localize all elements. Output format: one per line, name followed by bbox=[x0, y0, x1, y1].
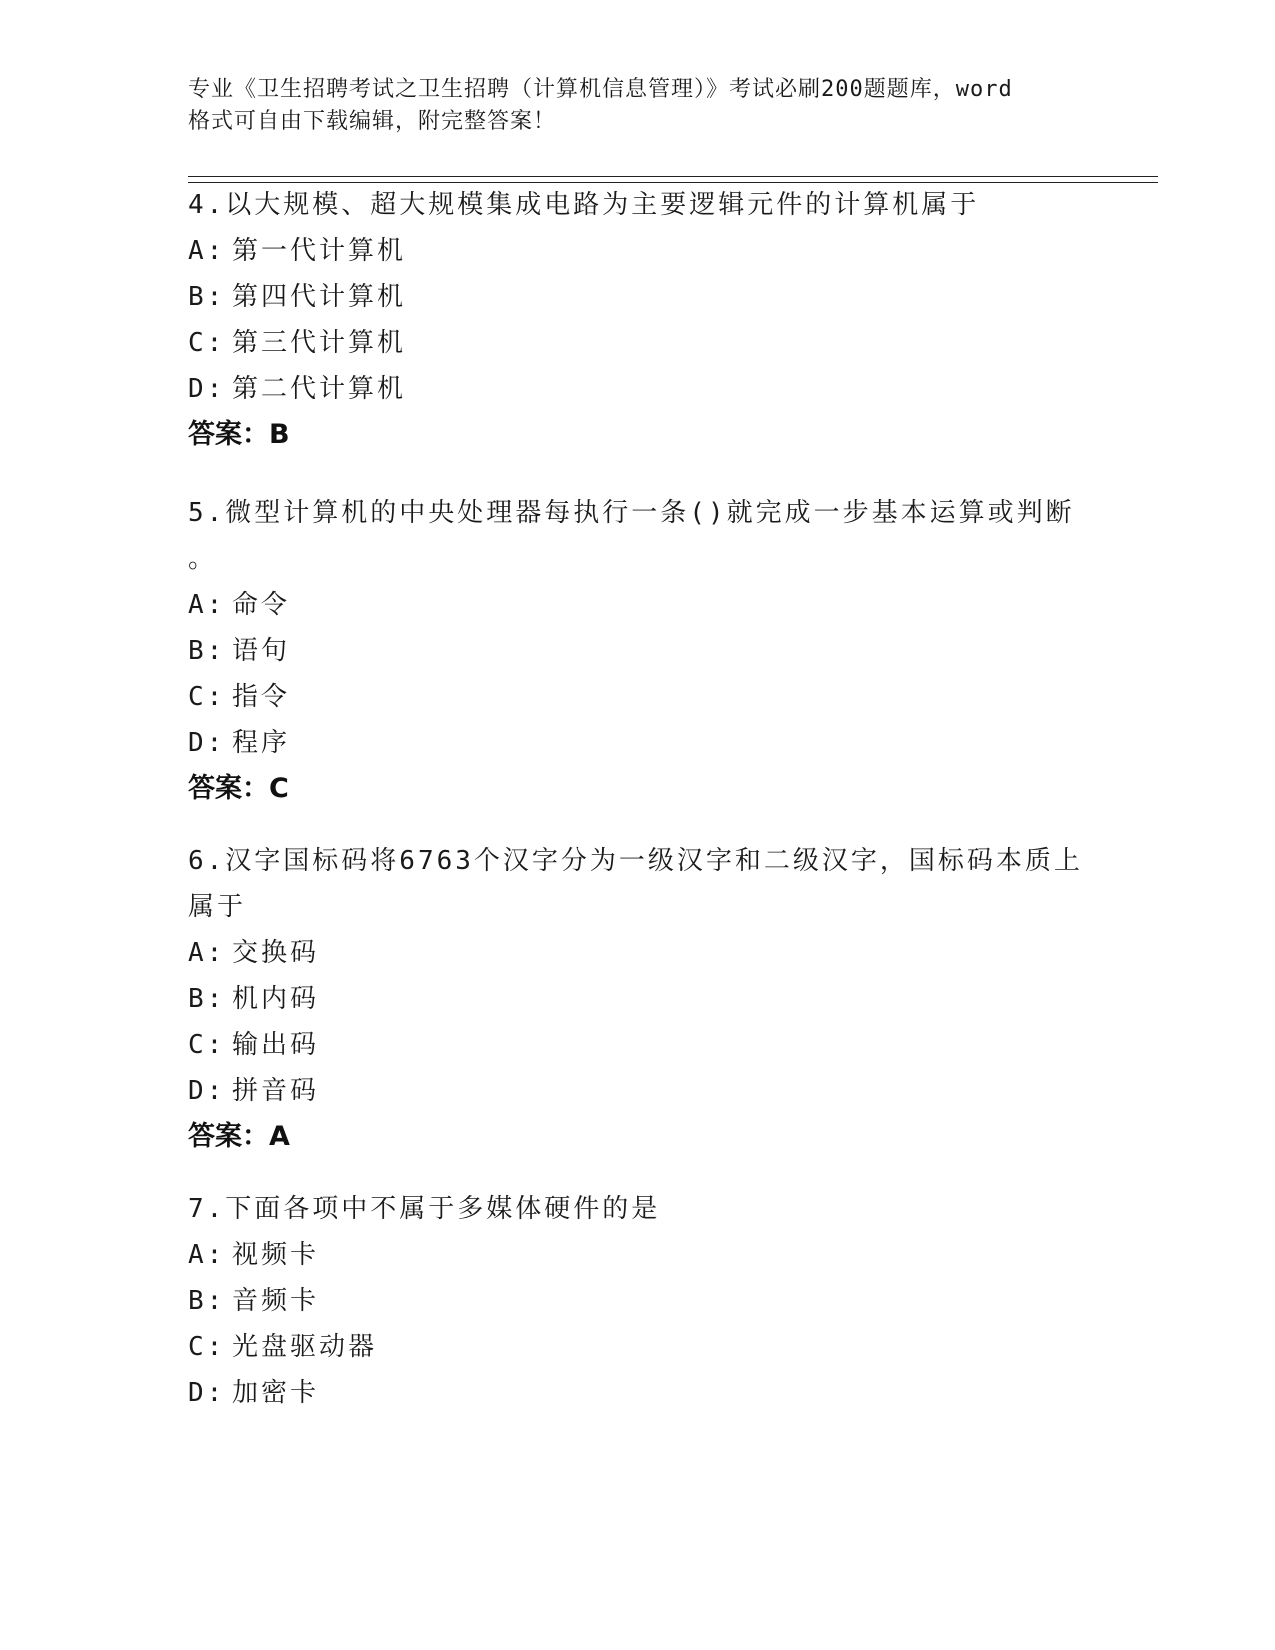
header-divider-top bbox=[188, 176, 1158, 177]
option-c bbox=[188, 1324, 1088, 1370]
question-stem-continued: 属于 bbox=[188, 892, 247, 922]
option-key: B: bbox=[188, 1286, 226, 1316]
option-b bbox=[188, 274, 1088, 320]
question-6 bbox=[188, 838, 1088, 1160]
option-a bbox=[188, 582, 1088, 628]
option-text: 光盘驱动器 bbox=[232, 1332, 378, 1362]
question-7 bbox=[188, 1186, 1088, 1416]
header-line-2: 格式可自由下载编辑，附完整答案！ bbox=[188, 109, 557, 134]
option-text: 音频卡 bbox=[232, 1286, 320, 1316]
option-text: 输出码 bbox=[232, 1030, 320, 1060]
option-key: B: bbox=[188, 636, 226, 666]
option-key: A: bbox=[188, 938, 226, 968]
option-text: 第三代计算机 bbox=[232, 328, 407, 358]
option-d bbox=[188, 1068, 1088, 1114]
option-text: 第一代计算机 bbox=[232, 236, 407, 266]
header-line-1: 专业《卫生招聘考试之卫生招聘（计算机信息管理）》考试必刷200题题库，word bbox=[188, 77, 1013, 102]
option-key: A: bbox=[188, 1240, 226, 1270]
option-b bbox=[188, 976, 1088, 1022]
option-text: 视频卡 bbox=[232, 1240, 320, 1270]
option-b bbox=[188, 628, 1088, 674]
option-text: 命令 bbox=[232, 590, 291, 620]
option-a bbox=[188, 1232, 1088, 1278]
option-c bbox=[188, 1022, 1088, 1068]
option-text: 拼音码 bbox=[232, 1076, 320, 1106]
question-4 bbox=[188, 182, 1088, 458]
option-text: 机内码 bbox=[232, 984, 320, 1014]
option-key: C: bbox=[188, 328, 226, 358]
option-key: C: bbox=[188, 682, 226, 712]
answer-line: 答案：C bbox=[188, 773, 289, 804]
option-a bbox=[188, 930, 1088, 976]
option-b bbox=[188, 1278, 1088, 1324]
option-text: 第二代计算机 bbox=[232, 374, 407, 404]
option-key: D: bbox=[188, 728, 226, 758]
question-stem: 7.下面各项中不属于多媒体硬件的是 bbox=[188, 1194, 661, 1224]
option-key: C: bbox=[188, 1332, 226, 1362]
document-header bbox=[188, 74, 1088, 138]
option-c bbox=[188, 320, 1088, 366]
option-text: 指令 bbox=[232, 682, 291, 712]
question-stem: 4.以大规模、超大规模集成电路为主要逻辑元件的计算机属于 bbox=[188, 190, 980, 220]
option-text: 加密卡 bbox=[232, 1378, 320, 1408]
option-d bbox=[188, 720, 1088, 766]
option-key: A: bbox=[188, 236, 226, 266]
answer-line: 答案：A bbox=[188, 1121, 290, 1152]
option-key: D: bbox=[188, 1076, 226, 1106]
answer-line: 答案：B bbox=[188, 419, 290, 450]
option-text: 交换码 bbox=[232, 938, 320, 968]
option-d bbox=[188, 366, 1088, 412]
option-key: B: bbox=[188, 282, 226, 312]
option-key: B: bbox=[188, 984, 226, 1014]
option-key: D: bbox=[188, 374, 226, 404]
question-5 bbox=[188, 490, 1088, 812]
option-d bbox=[188, 1370, 1088, 1416]
option-c bbox=[188, 674, 1088, 720]
question-stem: 6.汉字国标码将6763个汉字分为一级汉字和二级汉字，国标码本质上 bbox=[188, 846, 1083, 876]
option-text: 程序 bbox=[232, 728, 291, 758]
option-key: D: bbox=[188, 1378, 226, 1408]
option-text: 语句 bbox=[232, 636, 291, 666]
question-stem: 5.微型计算机的中央处理器每执行一条()就完成一步基本运算或判断 bbox=[188, 498, 1075, 528]
option-key: C: bbox=[188, 1030, 226, 1060]
question-stem-continued: 。 bbox=[188, 544, 218, 574]
option-text: 第四代计算机 bbox=[232, 282, 407, 312]
option-a bbox=[188, 228, 1088, 274]
option-key: A: bbox=[188, 590, 226, 620]
